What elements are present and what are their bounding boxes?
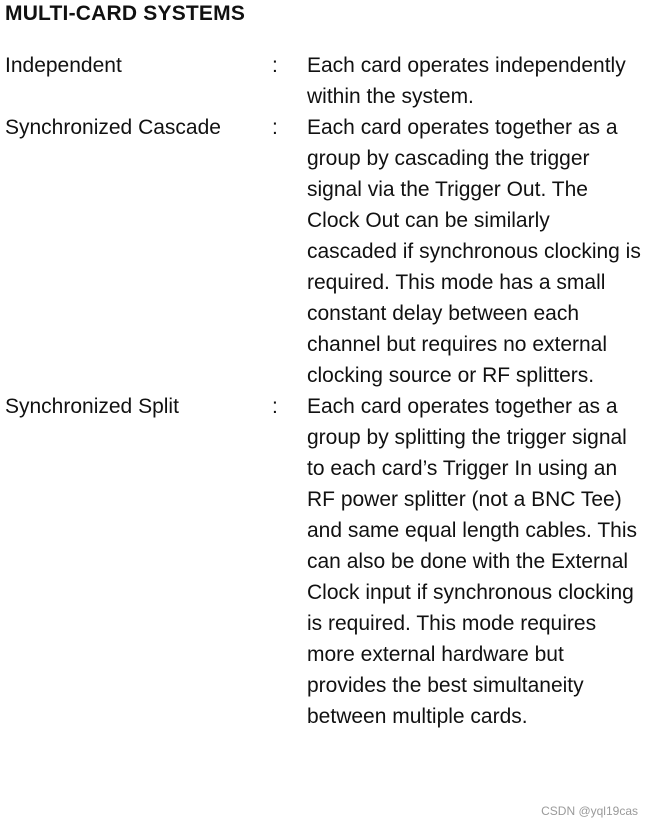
description-independent: Each card operates independently within the system. xyxy=(307,54,626,108)
section-title: MULTI-CARD SYSTEMS xyxy=(5,2,246,25)
term-synchronized-cascade: Synchronized Cascade xyxy=(5,116,221,139)
watermark-text: CSDN @yql19cas xyxy=(541,804,638,818)
description-synchronized-cascade: Each card operates together as a group by cascading the trigger signal via the Trigger Out. The Clock Out can be similarly cascaded if synchronous clocking is required. This mode has a small constant delay between each channel but requires no external clocking source or RF splitters. xyxy=(307,116,641,387)
definition-list xyxy=(5,50,645,732)
term-synchronized-split: Synchronized Split xyxy=(5,395,179,418)
definition-row xyxy=(5,391,645,732)
definition-row xyxy=(5,50,645,112)
term-independent: Independent xyxy=(5,54,122,77)
definition-row xyxy=(5,112,645,391)
definition-separator: : xyxy=(272,116,278,139)
definition-separator: : xyxy=(272,395,278,418)
description-synchronized-split: Each card operates together as a group by splitting the trigger signal to each card’s Trigger In using an RF power splitter (not a BNC Tee) and same equal length cables. This can also be done with the External Clock input if synchronous clocking is required. This mode requires more external hardware but provides the best simultaneity between multiple cards. xyxy=(307,395,637,728)
definition-separator: : xyxy=(272,54,278,77)
